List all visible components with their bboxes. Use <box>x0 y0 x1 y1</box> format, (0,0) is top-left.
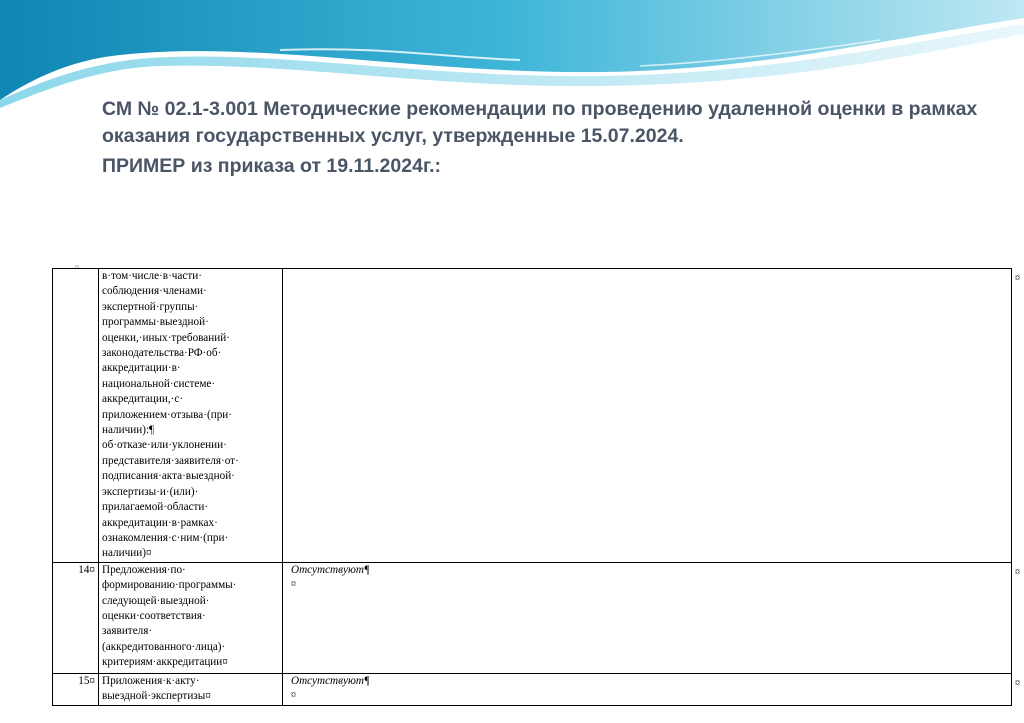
label-line: национальной·системе· <box>102 377 216 390</box>
row-label <box>99 673 283 705</box>
label-line: соблюдения·членами· <box>102 285 207 298</box>
label-line: оценки,·иных·требований· <box>102 331 230 344</box>
label-line: подписания·акта·выездной· <box>102 470 235 483</box>
label-line: законодательства·РФ·об· <box>102 347 222 360</box>
label-line: заявителя· <box>102 625 153 638</box>
label-line: Приложения·к·акту· <box>102 674 200 687</box>
row-value <box>283 562 1020 673</box>
table-row <box>53 562 1012 673</box>
row-number: 15¤ <box>53 673 99 705</box>
row-value-mark: ¤ <box>291 579 296 591</box>
document-top-mark: ¤ <box>75 263 79 272</box>
slide-title <box>102 96 982 180</box>
row-value <box>283 673 1020 705</box>
label-line: программы·выездной· <box>102 316 209 329</box>
label-line: экспертной·группы· <box>102 300 199 313</box>
row-end-mark: ¤ <box>1015 677 1020 689</box>
row-number: 14¤ <box>53 562 99 673</box>
label-line: наличии)¤ <box>102 547 152 560</box>
label-line: экспертизы·и·(или)· <box>102 485 199 498</box>
row-label <box>99 562 283 673</box>
slide-title-text: СМ № 02.1-3.001 Методические рекомендации по проведению удаленной оценки в рамках оказания государственных услуг, утвержденные 15.07.2024. <box>102 98 978 147</box>
row-number <box>53 269 99 563</box>
label-line: приложением·отзыва·(при· <box>102 408 233 421</box>
table-row <box>53 673 1012 705</box>
label-line: представителя·заявителя·от· <box>102 454 239 467</box>
row-value-mark: ¤ <box>291 690 296 702</box>
row-label <box>99 269 283 563</box>
label-line: аккредитации·в·рамках· <box>102 516 218 529</box>
label-line: оценки·соответствия· <box>102 609 206 622</box>
row-value <box>283 269 1020 563</box>
row-end-mark: ¤ <box>1015 273 1020 284</box>
table-row <box>53 269 1012 563</box>
label-line: Предложения·по· <box>102 563 186 576</box>
label-line: об·отказе·или·уклонении· <box>102 439 227 452</box>
document-table <box>52 268 1020 706</box>
label-line: прилагаемой·области· <box>102 501 209 514</box>
label-line: ознакомления·с·ним·(при· <box>102 531 229 544</box>
label-line: аккредитации,·с· <box>102 393 184 406</box>
row-value-text: Отсутствуют¶ <box>291 563 370 576</box>
decorative-wave-header <box>0 0 1024 110</box>
label-line: в·том·числе·в·части· <box>102 270 202 282</box>
row-value-text: Отсутствуют¶ <box>291 674 370 687</box>
label-line: формированию·программы· <box>102 579 237 592</box>
label-line: критериям·аккредитации¤ <box>102 656 228 669</box>
label-line: выездной·экспертизы¤ <box>102 690 211 703</box>
label-line: следующей·выездной· <box>102 594 210 607</box>
label-line: аккредитации·в· <box>102 362 181 375</box>
label-line: наличии):¶ <box>102 424 155 437</box>
row-end-mark: ¤ <box>1015 566 1020 578</box>
slide-subtitle: ПРИМЕР из приказа от 19.11.2024г.: <box>102 155 442 177</box>
label-line: (аккредитованного·лица)· <box>102 640 226 653</box>
